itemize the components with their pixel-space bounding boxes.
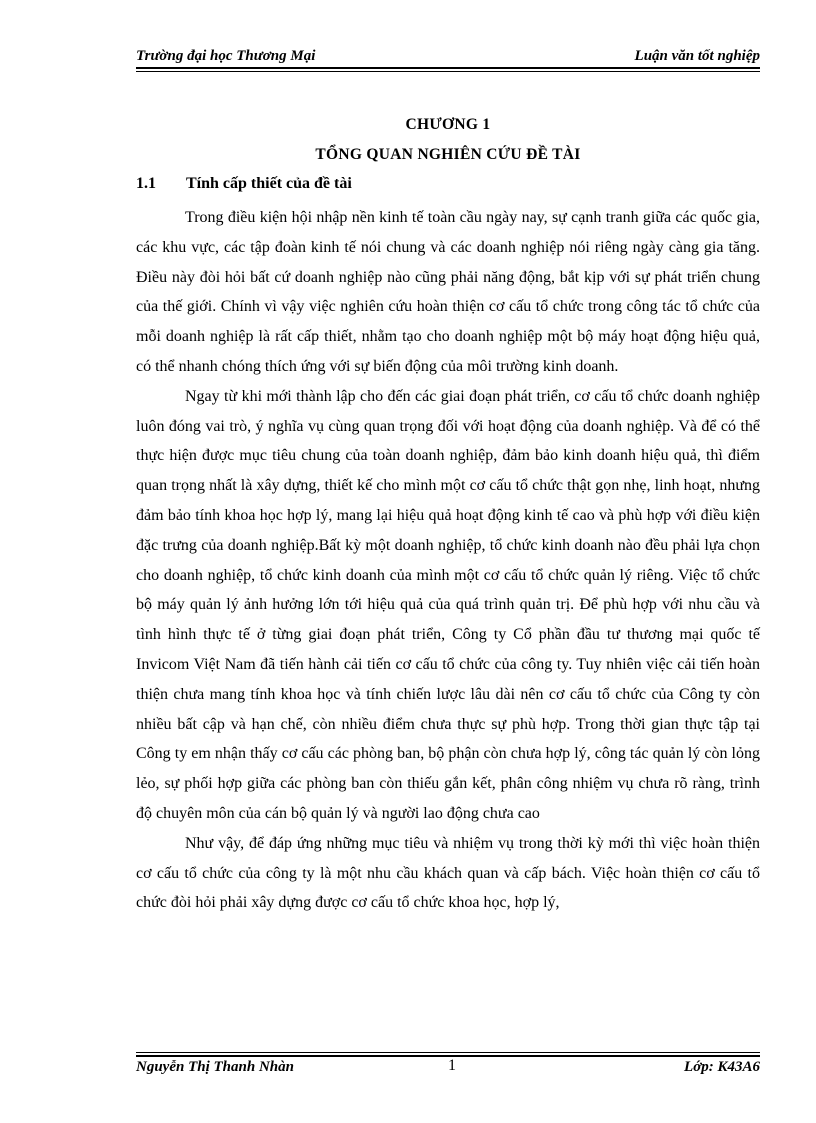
section-title: Tính cấp thiết của đề tài (186, 175, 352, 192)
university-name: Trường đại học Thương Mại (136, 48, 316, 64)
footer-rule-thin (136, 1052, 760, 1053)
page-footer (136, 1057, 760, 1079)
paragraph-1: Trong điều kiện hội nhập nền kinh tế toàn cầu ngày nay, sự cạnh tranh giữa các quốc gia, các khu vực, các tập đoàn kinh tế nói chung và các doanh nghiệp nói riêng ngày càng gia tăng. Điều này đòi hỏi bất cứ doanh nghiệp nào cũng phải năng động, bắt kịp với sự phát triển chung của thế giới. Chính vì vậy việc nghiên cứu hoàn thiện cơ cấu tổ chức trong công tác tổ chức của mỗi doanh nghiệp là rất cấp thiết, nhằm tạo cho doanh nghiệp một bộ máy hoạt động hiệu quả, có thể nhanh chóng thích ứng với sự biến động của môi trường kinh doanh. (136, 209, 760, 375)
section-number: 1.1 (136, 175, 156, 192)
document-type: Luận văn tốt nghiệp (634, 48, 760, 64)
page-number: 1 (448, 1057, 456, 1074)
paragraph-3: Như vậy, để đáp ứng những mục tiêu và nhiệm vụ trong thời kỳ mới thì việc hoàn thiện cơ cấu tổ chức của công ty là một nhu cầu khách quan và cấp bách. Việc hoàn thiện cơ cấu tổ chức đòi hỏi phải xây dựng được cơ cấu tổ chức khoa học, hợp lý, (136, 834, 760, 912)
paragraph-2: Ngay từ khi mới thành lập cho đến các giai đoạn phát triển, cơ cấu tổ chức doanh nghiệp luôn đóng vai trò, ý nghĩa vụ cùng quan trọng đối với hoạt động của doanh nghiệp. Và để có thể thực hiện được mục tiêu chung của toàn doanh nghiệp, đảm bảo kinh doanh hiệu quả, thì điểm quan trọng nhất là xây dựng, thiết kế cho mình một cơ cấu tổ chức thật gọn nhẹ, linh hoạt, nhưng đảm bảo tính khoa học hợp lý, mang lại hiệu quả hoạt động kinh tế cao và phù hợp với điều kiện đặc trưng của doanh nghiệp.Bất kỳ một doanh nghiệp, tổ chức kinh doanh nào đều phải lựa chọn cho doanh nghiệp, tổ chức kinh doanh của mình một cơ cấu tổ chức quản lý riêng. Việc tổ chức bộ máy quản lý ảnh hưởng lớn tới hiệu quả của quá trình quản trị. Để phù hợp với nhu cầu và tình hình thực tế ở từng giai đoạn phát triển, Công ty Cổ phần đầu tư thương mại quốc tế Invicom Việt Nam đã tiến hành cải tiến cơ cấu tổ chức của công ty. Tuy nhiên việc cải tiến hoàn thiện chưa mang tính khoa học và tính chiến lược lâu dài nên cơ cấu tổ chức của Công ty còn nhiều bất cập và hạn chế, còn nhiều điểm chưa thực sự phù hợp. Trong thời gian thực tập tại Công ty em nhận thấy cơ cấu các phòng ban, bộ phận còn chưa hợp lý, công tác quản lý còn lỏng lẻo, sự phối hợp giữa các phòng ban còn thiếu gắn kết, phân công nhiệm vụ chưa rõ ràng, trình độ chuyên môn của cán bộ quản lý và người lao động chưa cao (136, 387, 760, 822)
page-header (136, 48, 760, 68)
header-rule-thick (136, 67, 760, 69)
author-name: Nguyễn Thị Thanh Nhàn (136, 1059, 294, 1075)
class-code: Lớp: K43A6 (684, 1059, 760, 1075)
header-rule-thin (136, 71, 760, 72)
chapter-number: CHƯƠNG 1 (405, 116, 491, 133)
body-text (136, 203, 760, 918)
chapter-title: TỔNG QUAN NGHIÊN CỨU ĐỀ TÀI (315, 146, 581, 163)
